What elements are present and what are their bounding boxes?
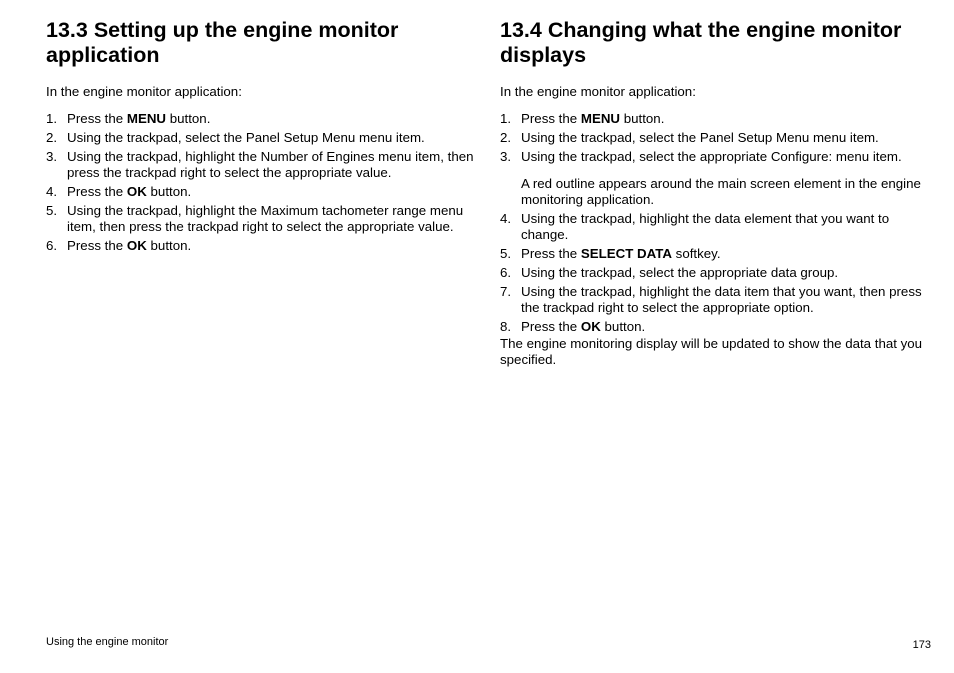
step-item: 1. Press the MENU button. [500,111,665,126]
step-item: 2. Using the trackpad, select the Panel Setup Menu menu item. [500,130,879,145]
section-13-4 [500,18,936,368]
steps-list [46,111,482,254]
step-item: 7. Using the trackpad, highlight the data item that you want, then press the trackpad right to select the appropriate option. [500,284,922,315]
step-item: 6. Using the trackpad, select the appropriate data group. [500,265,839,280]
menu-button-label: MENU [580,111,621,126]
step-item: 6. Press the OK button. [46,238,192,253]
select-data-softkey-label: SELECT DATA [580,246,672,261]
ok-button-label: OK [126,238,147,253]
step-item: 4. Press the OK button. [46,184,192,199]
step-item: 5. Press the SELECT DATA softkey. [500,246,721,261]
step-item: 8. Press the OK button. [500,319,646,334]
footer-section-label: Using the engine monitor [46,636,169,648]
section-title: 13.4 Changing what the engine monitor displays [500,18,902,67]
step-item: 1. Press the MENU button. [46,111,211,126]
step-item: 5. Using the trackpad, highlight the Maximum tachometer range menu item, then press the trackpad right to select the appropriate value. [46,203,464,234]
menu-button-label: MENU [126,111,167,126]
section-13-3 [46,18,482,257]
page-number: 173 [912,639,931,651]
ok-button-label: OK [580,319,601,334]
step-item: 3. Using the trackpad, highlight the Number of Engines menu item, then press the trackpad right to select the appropriate value. [46,149,474,180]
step-note: A red outline appears around the main screen element in the engine monitoring application. [521,176,921,207]
steps-list [500,111,936,335]
step-item: 4. Using the trackpad, highlight the data element that you want to change. [500,211,890,242]
section-intro: In the engine monitor application: [500,84,696,99]
ok-button-label: OK [126,184,147,199]
section-intro: In the engine monitor application: [46,84,242,99]
step-item: 3. Using the trackpad, select the appropriate Configure: menu item. A red outline appears around the main screen element in the engine monitoring application. [500,149,936,208]
section-outro: The engine monitoring display will be updated to show the data that you specified. [500,336,923,367]
step-item: 2. Using the trackpad, select the Panel Setup Menu menu item. [46,130,425,145]
section-title: 13.3 Setting up the engine monitor application [46,18,399,67]
